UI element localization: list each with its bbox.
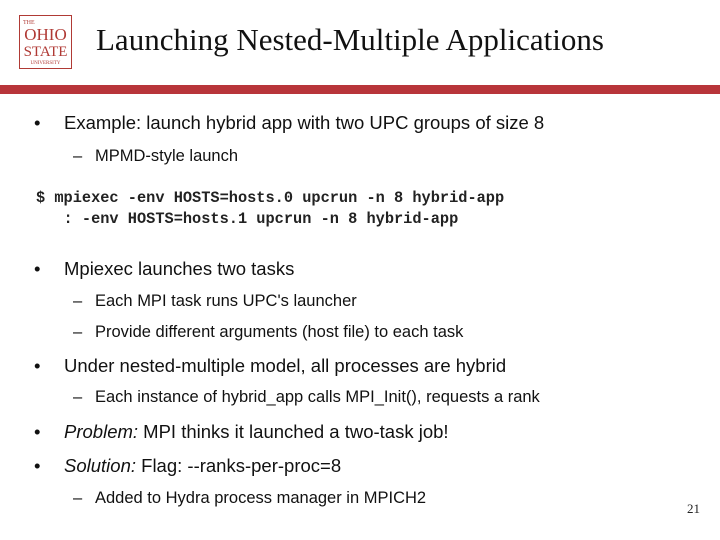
sub-bullet-text: Added to Hydra process manager in MPICH2 <box>95 489 427 507</box>
logo-state-text: STATE <box>23 44 68 60</box>
sub-bullet-dash: – <box>73 388 83 406</box>
bullet-text: Mpiexec launches two tasks <box>64 258 295 279</box>
bullet-nested-multiple <box>34 354 506 378</box>
code-line-2: : -env HOSTS=hosts.1 upcrun -n 8 hybrid-app <box>36 210 459 228</box>
bullet-dot: • <box>34 355 41 376</box>
sub-bullet-text: Each instance of hybrid_app calls MPI_Init(), requests a rank <box>95 388 540 406</box>
logo-university-text: UNIVERSITY <box>30 61 61 66</box>
bullet-dot: • <box>34 455 41 476</box>
bullet-text: Flag: --ranks-per-proc=8 <box>136 455 342 476</box>
sub-bullet-text: MPMD-style launch <box>95 147 239 165</box>
page-number: 21 <box>687 501 700 516</box>
sub-bullet-dash: – <box>73 292 83 310</box>
sub-bullet-dash: – <box>73 489 83 507</box>
bullet-text: Under nested-multiple model, all processes are hybrid <box>64 355 507 376</box>
sub-bullet-hydra <box>73 487 426 509</box>
bullet-dot: • <box>34 421 41 442</box>
title-divider <box>0 85 720 94</box>
solution-label: Solution: <box>64 455 136 476</box>
bullet-text: MPI thinks it launched a two-task job! <box>138 421 449 442</box>
bullet-text: Example: launch hybrid app with two UPC groups of size 8 <box>64 112 545 133</box>
problem-label: Problem: <box>64 421 139 442</box>
code-line-1: $ mpiexec -env HOSTS=hosts.0 upcrun -n 8 hybrid-app <box>36 189 505 207</box>
slide-title: Launching Nested-Multiple Applications <box>96 22 604 57</box>
sub-bullet-dash: – <box>73 323 83 341</box>
sub-bullet-arguments <box>73 321 463 343</box>
sub-bullet-mpmd <box>73 145 238 167</box>
sub-bullet-upc-launcher <box>73 290 357 312</box>
bullet-dot: • <box>34 258 41 279</box>
ohio-state-logo <box>19 15 72 69</box>
logo-ohio-text: OHIO <box>24 25 67 44</box>
bullet-example <box>34 111 544 135</box>
bullet-mpiexec <box>34 257 294 281</box>
bullet-dot: • <box>34 112 41 133</box>
bullet-problem <box>34 420 449 444</box>
bullet-solution <box>34 454 341 478</box>
sub-bullet-text: Each MPI task runs UPC's launcher <box>95 292 357 310</box>
sub-bullet-mpi-init <box>73 386 540 408</box>
sub-bullet-dash: – <box>73 147 83 165</box>
logo-the-text: THE <box>23 20 35 26</box>
sub-bullet-text: Provide different arguments (host file) to each task <box>95 323 464 341</box>
